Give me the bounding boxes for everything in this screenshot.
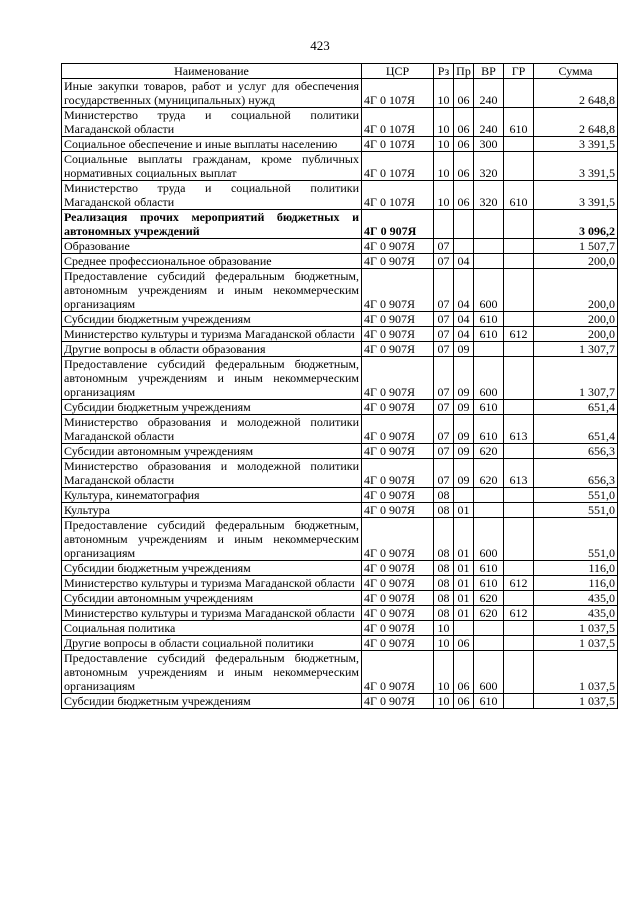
cell-rz: 10 (434, 694, 454, 709)
cell-name: Среднее профессиональное образование (62, 254, 362, 269)
cell-csr: 4Г 0 107Я (362, 137, 434, 152)
cell-name: Предоставление субсидий федеральным бюджетным, автономным учреждениям и иным некоммерческим организациям (62, 269, 362, 312)
cell-gr (504, 561, 534, 576)
cell-csr: 4Г 0 107Я (362, 108, 434, 137)
cell-vr (474, 488, 504, 503)
cell-vr (474, 239, 504, 254)
cell-sum: 200,0 (534, 327, 618, 342)
cell-rz: 08 (434, 518, 454, 561)
cell-csr: 4Г 0 907Я (362, 444, 434, 459)
table-row (62, 400, 618, 415)
cell-pr: 06 (454, 181, 474, 210)
cell-pr (454, 239, 474, 254)
cell-sum: 435,0 (534, 591, 618, 606)
cell-pr: 04 (454, 312, 474, 327)
cell-name: Министерство труда и социальной политики Магаданской области (62, 181, 362, 210)
cell-name: Культура (62, 503, 362, 518)
table-row (62, 239, 618, 254)
cell-pr (454, 210, 474, 239)
cell-name: Министерство культуры и туризма Магаданской области (62, 576, 362, 591)
cell-rz: 10 (434, 79, 454, 108)
cell-name: Субсидии бюджетным учреждениям (62, 694, 362, 709)
cell-pr: 01 (454, 518, 474, 561)
cell-pr: 01 (454, 606, 474, 621)
cell-pr: 01 (454, 503, 474, 518)
cell-gr (504, 152, 534, 181)
cell-gr (504, 239, 534, 254)
cell-csr: 4Г 0 907Я (362, 400, 434, 415)
cell-sum: 3 391,5 (534, 181, 618, 210)
cell-csr: 4Г 0 907Я (362, 312, 434, 327)
table-row (62, 269, 618, 312)
table-row (62, 591, 618, 606)
column-header-rz: Рз (434, 64, 454, 79)
cell-vr: 620 (474, 459, 504, 488)
cell-csr: 4Г 0 907Я (362, 651, 434, 694)
cell-csr: 4Г 0 907Я (362, 239, 434, 254)
cell-gr: 612 (504, 576, 534, 591)
cell-pr: 01 (454, 576, 474, 591)
cell-name: Министерство образования и молодежной политики Магаданской области (62, 459, 362, 488)
cell-name: Другие вопросы в области социальной политики (62, 636, 362, 651)
cell-sum: 2 648,8 (534, 79, 618, 108)
cell-sum: 656,3 (534, 459, 618, 488)
cell-sum: 551,0 (534, 503, 618, 518)
cell-name: Субсидии автономным учреждениям (62, 444, 362, 459)
cell-name: Министерство труда и социальной политики Магаданской области (62, 108, 362, 137)
cell-name: Министерство образования и молодежной политики Магаданской области (62, 415, 362, 444)
cell-rz: 08 (434, 561, 454, 576)
cell-vr (474, 621, 504, 636)
cell-gr (504, 651, 534, 694)
cell-csr: 4Г 0 907Я (362, 210, 434, 239)
cell-csr: 4Г 0 907Я (362, 636, 434, 651)
cell-rz: 07 (434, 239, 454, 254)
cell-gr (504, 694, 534, 709)
table-row (62, 561, 618, 576)
cell-vr: 620 (474, 591, 504, 606)
cell-csr: 4Г 0 907Я (362, 606, 434, 621)
cell-csr: 4Г 0 907Я (362, 327, 434, 342)
cell-csr: 4Г 0 907Я (362, 254, 434, 269)
cell-rz: 07 (434, 444, 454, 459)
cell-sum: 1 037,5 (534, 694, 618, 709)
cell-pr: 06 (454, 79, 474, 108)
cell-vr: 320 (474, 152, 504, 181)
cell-rz: 08 (434, 503, 454, 518)
cell-vr: 610 (474, 415, 504, 444)
cell-gr (504, 79, 534, 108)
cell-name: Субсидии бюджетным учреждениям (62, 561, 362, 576)
cell-rz: 07 (434, 459, 454, 488)
cell-name: Субсидии автономным учреждениям (62, 591, 362, 606)
cell-sum: 1 037,5 (534, 636, 618, 651)
cell-sum: 551,0 (534, 488, 618, 503)
cell-rz: 07 (434, 327, 454, 342)
table-row (62, 312, 618, 327)
budget-table (61, 63, 618, 709)
cell-sum: 1 507,7 (534, 239, 618, 254)
cell-rz: 10 (434, 636, 454, 651)
cell-gr (504, 591, 534, 606)
table-row (62, 651, 618, 694)
cell-sum: 656,3 (534, 444, 618, 459)
cell-vr: 240 (474, 79, 504, 108)
cell-gr (504, 621, 534, 636)
cell-pr: 01 (454, 561, 474, 576)
cell-csr: 4Г 0 907Я (362, 503, 434, 518)
cell-pr: 06 (454, 694, 474, 709)
column-header-gr: ГР (504, 64, 534, 79)
column-header-csr: ЦСР (362, 64, 434, 79)
cell-sum: 116,0 (534, 576, 618, 591)
cell-vr (474, 342, 504, 357)
cell-vr: 620 (474, 444, 504, 459)
column-header-name: Наименование (62, 64, 362, 79)
cell-rz: 10 (434, 152, 454, 181)
cell-gr (504, 254, 534, 269)
cell-rz: 08 (434, 576, 454, 591)
cell-vr: 320 (474, 181, 504, 210)
cell-rz: 07 (434, 269, 454, 312)
cell-vr: 600 (474, 518, 504, 561)
cell-gr (504, 210, 534, 239)
cell-name: Предоставление субсидий федеральным бюджетным, автономным учреждениям и иным некоммерческим организациям (62, 651, 362, 694)
column-header-sum: Сумма (534, 64, 618, 79)
cell-sum: 116,0 (534, 561, 618, 576)
cell-vr: 610 (474, 327, 504, 342)
cell-pr: 09 (454, 342, 474, 357)
table-row (62, 459, 618, 488)
cell-pr (454, 621, 474, 636)
cell-rz: 10 (434, 651, 454, 694)
table-row (62, 503, 618, 518)
cell-rz: 07 (434, 254, 454, 269)
cell-rz: 08 (434, 591, 454, 606)
cell-pr: 04 (454, 327, 474, 342)
cell-pr: 01 (454, 591, 474, 606)
cell-sum: 3 391,5 (534, 152, 618, 181)
cell-gr: 613 (504, 415, 534, 444)
cell-sum: 1 307,7 (534, 342, 618, 357)
cell-name: Иные закупки товаров, работ и услуг для обеспечения государственных (муниципальных) нужд (62, 79, 362, 108)
cell-gr (504, 342, 534, 357)
cell-csr: 4Г 0 907Я (362, 342, 434, 357)
cell-rz: 10 (434, 621, 454, 636)
table-row (62, 694, 618, 709)
cell-gr (504, 488, 534, 503)
cell-rz: 10 (434, 181, 454, 210)
cell-vr: 620 (474, 606, 504, 621)
cell-sum: 1 037,5 (534, 651, 618, 694)
cell-rz: 08 (434, 488, 454, 503)
cell-rz: 07 (434, 415, 454, 444)
cell-gr (504, 357, 534, 400)
table-body (62, 79, 618, 709)
cell-pr: 04 (454, 254, 474, 269)
cell-pr: 09 (454, 415, 474, 444)
table-row (62, 342, 618, 357)
cell-csr: 4Г 0 907Я (362, 561, 434, 576)
cell-pr: 06 (454, 108, 474, 137)
cell-vr (474, 210, 504, 239)
table-row (62, 606, 618, 621)
cell-vr: 610 (474, 576, 504, 591)
cell-sum: 200,0 (534, 269, 618, 312)
cell-rz: 10 (434, 108, 454, 137)
cell-gr: 612 (504, 606, 534, 621)
table-row (62, 576, 618, 591)
table-header-row (62, 64, 618, 79)
cell-pr: 06 (454, 152, 474, 181)
cell-name: Социальное обеспечение и иные выплаты населению (62, 137, 362, 152)
cell-gr (504, 269, 534, 312)
cell-sum: 3 391,5 (534, 137, 618, 152)
table-row (62, 327, 618, 342)
cell-csr: 4Г 0 907Я (362, 621, 434, 636)
cell-rz: 10 (434, 137, 454, 152)
cell-name: Министерство культуры и туризма Магаданской области (62, 327, 362, 342)
cell-gr: 610 (504, 108, 534, 137)
cell-rz: 08 (434, 606, 454, 621)
cell-vr (474, 254, 504, 269)
cell-gr (504, 636, 534, 651)
table-row (62, 210, 618, 239)
cell-gr (504, 444, 534, 459)
cell-vr: 600 (474, 651, 504, 694)
column-header-vr: ВР (474, 64, 504, 79)
cell-rz: 07 (434, 312, 454, 327)
cell-pr: 09 (454, 459, 474, 488)
table-row (62, 621, 618, 636)
cell-pr: 06 (454, 651, 474, 694)
cell-sum: 1 037,5 (534, 621, 618, 636)
cell-csr: 4Г 0 907Я (362, 459, 434, 488)
cell-gr (504, 518, 534, 561)
cell-csr: 4Г 0 907Я (362, 694, 434, 709)
cell-pr (454, 488, 474, 503)
table-row (62, 152, 618, 181)
cell-rz (434, 210, 454, 239)
cell-name: Социальные выплаты гражданам, кроме публичных нормативных социальных выплат (62, 152, 362, 181)
table-row (62, 444, 618, 459)
cell-pr: 06 (454, 137, 474, 152)
cell-sum: 435,0 (534, 606, 618, 621)
cell-gr (504, 312, 534, 327)
cell-rz: 07 (434, 400, 454, 415)
table-row (62, 636, 618, 651)
cell-name: Культура, кинематография (62, 488, 362, 503)
cell-sum: 651,4 (534, 400, 618, 415)
cell-vr: 600 (474, 269, 504, 312)
table-row (62, 518, 618, 561)
cell-gr (504, 503, 534, 518)
cell-vr: 600 (474, 357, 504, 400)
cell-csr: 4Г 0 107Я (362, 79, 434, 108)
cell-sum: 200,0 (534, 312, 618, 327)
cell-name: Субсидии бюджетным учреждениям (62, 312, 362, 327)
cell-sum: 2 648,8 (534, 108, 618, 137)
cell-csr: 4Г 0 107Я (362, 152, 434, 181)
cell-csr: 4Г 0 907Я (362, 269, 434, 312)
cell-pr: 09 (454, 357, 474, 400)
table-row (62, 415, 618, 444)
cell-name: Министерство культуры и туризма Магаданской области (62, 606, 362, 621)
cell-sum: 1 307,7 (534, 357, 618, 400)
cell-pr: 09 (454, 444, 474, 459)
cell-pr: 06 (454, 636, 474, 651)
cell-csr: 4Г 0 907Я (362, 488, 434, 503)
cell-pr: 09 (454, 400, 474, 415)
cell-name: Предоставление субсидий федеральным бюджетным, автономным учреждениям и иным некоммерческим организациям (62, 518, 362, 561)
cell-name: Предоставление субсидий федеральным бюджетным, автономным учреждениям и иным некоммерческим организациям (62, 357, 362, 400)
cell-rz: 07 (434, 357, 454, 400)
cell-csr: 4Г 0 907Я (362, 357, 434, 400)
cell-sum: 3 096,2 (534, 210, 618, 239)
cell-pr: 04 (454, 269, 474, 312)
cell-name: Другие вопросы в области образования (62, 342, 362, 357)
cell-name: Субсидии бюджетным учреждениям (62, 400, 362, 415)
table-row (62, 488, 618, 503)
table-row (62, 357, 618, 400)
cell-vr: 610 (474, 400, 504, 415)
cell-csr: 4Г 0 907Я (362, 591, 434, 606)
cell-csr: 4Г 0 907Я (362, 415, 434, 444)
table-row (62, 79, 618, 108)
cell-csr: 4Г 0 907Я (362, 576, 434, 591)
table-row (62, 137, 618, 152)
cell-gr (504, 137, 534, 152)
cell-gr: 610 (504, 181, 534, 210)
cell-gr: 612 (504, 327, 534, 342)
cell-vr: 610 (474, 561, 504, 576)
cell-gr (504, 400, 534, 415)
cell-gr: 613 (504, 459, 534, 488)
cell-csr: 4Г 0 107Я (362, 181, 434, 210)
cell-sum: 200,0 (534, 254, 618, 269)
cell-vr: 240 (474, 108, 504, 137)
column-header-pr: Пр (454, 64, 474, 79)
cell-name: Социальная политика (62, 621, 362, 636)
cell-sum: 551,0 (534, 518, 618, 561)
table-row (62, 181, 618, 210)
cell-vr: 300 (474, 137, 504, 152)
cell-csr: 4Г 0 907Я (362, 518, 434, 561)
cell-rz: 07 (434, 342, 454, 357)
cell-vr (474, 503, 504, 518)
page-number: 423 (310, 38, 330, 53)
cell-name: Образование (62, 239, 362, 254)
cell-sum: 651,4 (534, 415, 618, 444)
cell-vr (474, 636, 504, 651)
cell-name: Реализация прочих мероприятий бюджетных и автономных учреждений (62, 210, 362, 239)
table-row (62, 254, 618, 269)
cell-vr: 610 (474, 694, 504, 709)
cell-vr: 610 (474, 312, 504, 327)
table-row (62, 108, 618, 137)
